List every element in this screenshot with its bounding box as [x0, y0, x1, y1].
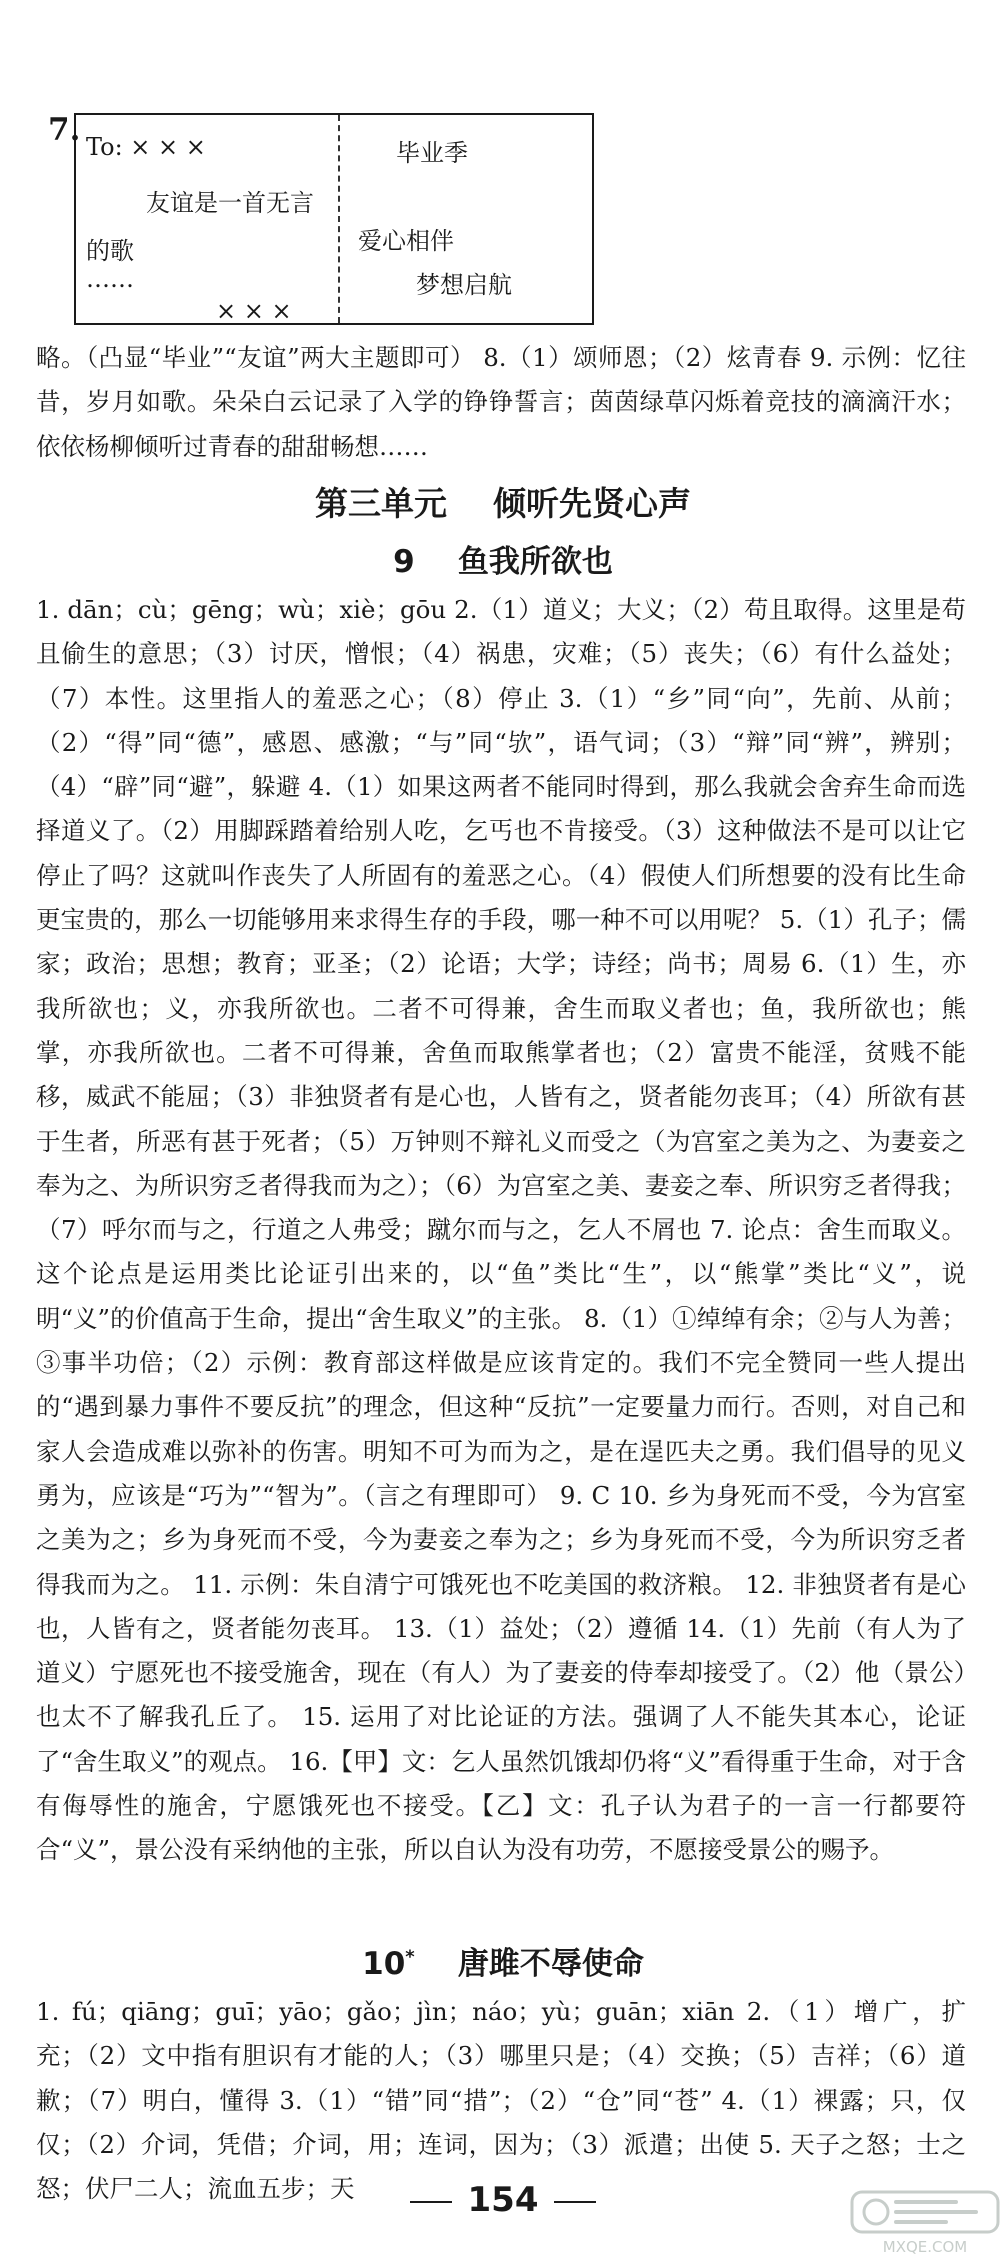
lesson-9-heading — [0, 536, 1006, 581]
unit-title: 第三单元 倾听先贤心声 — [315, 484, 691, 523]
lesson-9-title: 鱼我所欲也 — [457, 544, 613, 580]
page-number-dash-left — [410, 2201, 452, 2203]
question-7-number: 7. — [48, 112, 81, 148]
watermark-logo-icon — [850, 2188, 1000, 2258]
card-to-line: To: × × × — [86, 133, 206, 161]
answers-q7-q9: 略。（凸显“毕业”“友谊”两大主题即可） 8.（1）颂师恩；（2）炫青春 9. 示例：忆往昔，岁月如歌。朵朵白云记录了入学的铮铮誓言；茵茵绿草闪烁着竞技的滴滴汗水；依依杨柳倾听过青春的甜甜畅想…… — [36, 343, 966, 461]
page-number-value: 154 — [467, 2180, 539, 2220]
card-ellipsis: …… — [86, 265, 134, 293]
card-divider — [338, 115, 340, 323]
watermark-text: MXQE.COM — [882, 2238, 968, 2256]
card-signature: × × × — [216, 297, 292, 325]
card-left-line-2: 的歌 — [86, 237, 134, 265]
card-left-line-1: 友谊是一首无言 — [146, 189, 314, 217]
lesson-10-title: 唐雎不辱使命 — [457, 1946, 644, 1982]
lesson-10-number: 10 — [362, 1946, 406, 1982]
lesson-9-number: 9 — [393, 544, 415, 580]
lesson-9-answers: 1. dān；cù；gēng；wù；xiè；gōu 2.（1）道义；大义；（2）苟且取得。这里是苟且偷生的意思；（3）讨厌，憎恨；（4）祸患，灾难；（5）丧失；（6）有什么益处；（7）本性。这里指人的羞恶之心；（8）停止 3.（1）“乡”同“向”，先前、从前；（2）“得”同“德”，感恩、感激；“与”同“欤”，语气词；（3）“辩”同“辨”，辨别；（4）“辟”同“避”，躲避 4.（1）如果这两者不能同时得到，那么我就会舍弃生命而选择道义了。（2）用脚踩踏着给别人吃，乞丐也不肯接受。（3）这种做法不是可以让它停止了吗？这就叫作丧失了人所固有的羞恶之心。（4）假使人们所想要的没有比生命更宝贵的，那么一切能够用来求得生存的手段，哪一种不可以用呢？ 5.（1）孔子；儒家；政治；思想；教育；亚圣；（2）论语；大学；诗经；尚书；周易 6.（1）生，亦我所欲也；义，亦我所欲也。二者不可得兼，舍生而取义者也；鱼，我所欲也；熊掌，亦我所欲也。二者不可得兼，舍鱼而取熊掌者也；（2）富贵不能淫，贫贱不能移，威武不能屈；（3）非独贤者有是心也，人皆有之，贤者能勿丧耳；（4）所欲有甚于生者，所恶有甚于死者；（5）万钟则不辩礼义而受之（为宫室之美为之、为妻妾之奉为之、为所识穷乏者得我而为之）；（6）为宫室之美、妻妾之奉、所识穷乏者得我；（7）呼尔而与之，行道之人弗受；蹴尔而与之，乞人不屑也 7. 论点：舍生而取义。这个论点是运用类比论证引出来的，以“鱼”类比“生”，以“熊掌”类比“义”，说明“义”的价值高于生命，提出“舍生取义”的主张。 8.（1）①绰绰有余；②与人为善；③事半功倍；（2）示例：教育部这样做是应该肯定的。我们不完全赞同一些人提出的“遇到暴力事件不要反抗”的理念，但这种“反抗”一定要量力而行。否则，对自己和家人会造成难以弥补的伤害。明知不可为而为之，是在逞匹夫之勇。我们倡导的见义勇为，应该是“巧为”“智为”。（言之有理即可） 9. C 10. 乡为身死而不受，今为宫室之美为之；乡为身死而不受，今为妻妾之奉为之；乡为身死而不受，今为所识穷乏者得我而为之。 11. 示例：朱自清宁可饿死也不吃美国的救济粮。 12. 非独贤者有是心也，人皆有之，贤者能勿丧耳。 13.（1）益处；（2）遵循 14.（1）先前（有人为了道义）宁愿死也不接受施舍，现在（有人）为了妻妾的侍奉却接受了。（2）他（景公）也太不了解我孔丘了。 15. 运用了对比论证的方法。强调了人不能失其本心，论证了“舍生取义”的观点。 16.【甲】文：乞人虽然饥饿却仍将“义”看得重于生命，对于含有侮辱性的施舍，宁愿饿死也不接受。【乙】文：孔子认为君子的一言一行都要符合“义”，景公没有采纳他的主张，所以自认为没有功劳，不愿接受景公的赐予。 — [36, 595, 966, 1865]
page-number-dash-right — [554, 2201, 596, 2203]
card-right-title: 毕业季 — [396, 139, 468, 167]
graduation-card — [74, 113, 594, 325]
lesson-10-answers: 1. fú；qiāng；guī；yāo；gǎo；jìn；náo；yù；guān；xiān 2.（1）增广，扩充；（2）文中指有胆识有才能的人；（3）哪里只是；（4）交换；（5）吉祥；（6）道歉；（7）明白，懂得 3.（1）“错”同“措”；（2）“仓”同“苍” 4.（1）裸露；只，仅仅；（2）介词，凭借；介词，用；连词，因为；（3）派遣；出使 5. 天子之怒；士之怒；伏尸二人；流血五步；天 — [36, 1997, 966, 2204]
card-right-line-1: 爱心相伴 — [358, 227, 454, 255]
lesson-10-star: * — [405, 1946, 415, 1968]
card-right-line-2: 梦想启航 — [416, 271, 512, 299]
lesson-10-heading — [0, 1938, 1006, 1983]
